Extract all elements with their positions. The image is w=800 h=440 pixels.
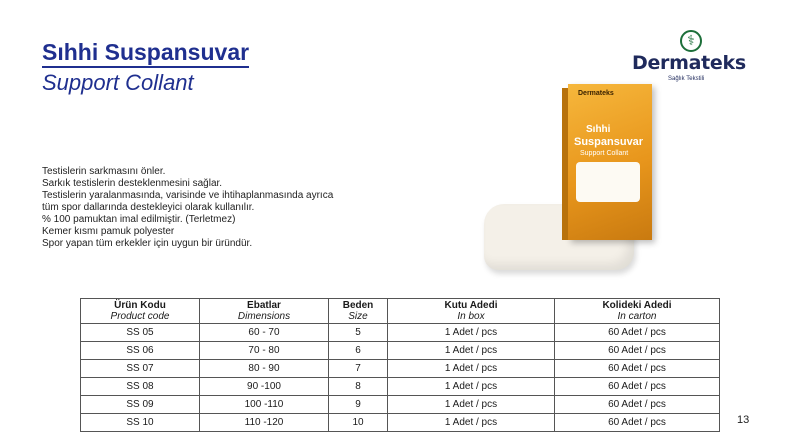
cell-code: SS 05 <box>81 324 200 342</box>
box-window <box>576 162 640 202</box>
box-subtitle: Support Collant <box>580 150 629 157</box>
cell-size: 10 <box>329 414 388 432</box>
cell-in-box: 1 Adet / pcs <box>388 342 555 360</box>
cell-in-box: 1 Adet / pcs <box>388 396 555 414</box>
col-header-dimensions: Ebatlar Dimensions <box>200 299 329 324</box>
cell-in-box: 1 Adet / pcs <box>388 324 555 342</box>
page-title: Sıhhi Suspansuvar <box>42 40 249 68</box>
product-spec-table <box>80 298 720 432</box>
cell-in-box: 1 Adet / pcs <box>388 414 555 432</box>
cell-in-carton: 60 Adet / pcs <box>555 324 720 342</box>
page-title-block <box>42 40 302 96</box>
cell-size: 8 <box>329 378 388 396</box>
logo-brand-name: Dermateks <box>632 52 746 74</box>
cell-dimensions: 60 - 70 <box>200 324 329 342</box>
cell-dimensions: 70 - 80 <box>200 342 329 360</box>
page-number: 13 <box>737 414 750 426</box>
cell-size: 6 <box>329 342 388 360</box>
cell-code: SS 10 <box>81 414 200 432</box>
description-line: Spor yapan tüm erkekler için uygun bir üründür. <box>42 238 253 249</box>
table-row <box>81 414 720 432</box>
cell-in-carton: 60 Adet / pcs <box>555 342 720 360</box>
box-brand: Dermateks <box>578 90 614 97</box>
cell-dimensions: 90 -100 <box>200 378 329 396</box>
cell-size: 9 <box>329 396 388 414</box>
table-header-row <box>81 299 720 324</box>
description-line: % 100 pamuktan imal edilmiştir. (Terletmez) <box>42 214 236 225</box>
product-box <box>568 84 652 240</box>
cell-in-box: 1 Adet / pcs <box>388 360 555 378</box>
table-row <box>81 396 720 414</box>
product-photo <box>484 84 684 274</box>
box-title-line1: Sıhhi <box>586 124 611 135</box>
description-line: Kemer kısmı pamuk polyester <box>42 226 175 237</box>
cell-code: SS 06 <box>81 342 200 360</box>
brand-logo <box>628 30 758 92</box>
cell-dimensions: 100 -110 <box>200 396 329 414</box>
page-subtitle: Support Collant <box>42 70 194 95</box>
description-line: tüm spor dallarında destekleyici olarak kullanılır. <box>42 202 255 213</box>
cell-in-carton: 60 Adet / pcs <box>555 360 720 378</box>
cell-in-carton: 60 Adet / pcs <box>555 378 720 396</box>
table-row <box>81 360 720 378</box>
cell-dimensions: 110 -120 <box>200 414 329 432</box>
box-side <box>562 88 568 240</box>
description-line: Testislerin sarkmasını önler. <box>42 166 166 177</box>
cell-in-carton: 60 Adet / pcs <box>555 414 720 432</box>
description-line: Sarkık testislerin desteklenmesini sağlar. <box>42 178 223 189</box>
product-description <box>42 166 462 250</box>
cell-size: 5 <box>329 324 388 342</box>
col-header-in-carton: Kolideki Adedi In carton <box>555 299 720 324</box>
col-header-in-box: Kutu Adedi In box <box>388 299 555 324</box>
cell-code: SS 07 <box>81 360 200 378</box>
cell-size: 7 <box>329 360 388 378</box>
box-title-line2: Suspansuvar <box>574 136 644 148</box>
cell-in-box: 1 Adet / pcs <box>388 378 555 396</box>
cell-in-carton: 60 Adet / pcs <box>555 396 720 414</box>
col-header-size: Beden Size <box>329 299 388 324</box>
table-row <box>81 324 720 342</box>
cell-code: SS 09 <box>81 396 200 414</box>
cell-dimensions: 80 - 90 <box>200 360 329 378</box>
caduceus-icon: ⚕ <box>680 30 702 52</box>
logo-tagline: Sağlık Tekstili <box>668 76 705 82</box>
table-row <box>81 342 720 360</box>
cell-code: SS 08 <box>81 378 200 396</box>
col-header-code: Ürün Kodu Product code <box>81 299 200 324</box>
table-row <box>81 378 720 396</box>
description-line: Testislerin yaralanmasında, varisinde ve ihtihaplanmasında ayrıca <box>42 190 334 201</box>
